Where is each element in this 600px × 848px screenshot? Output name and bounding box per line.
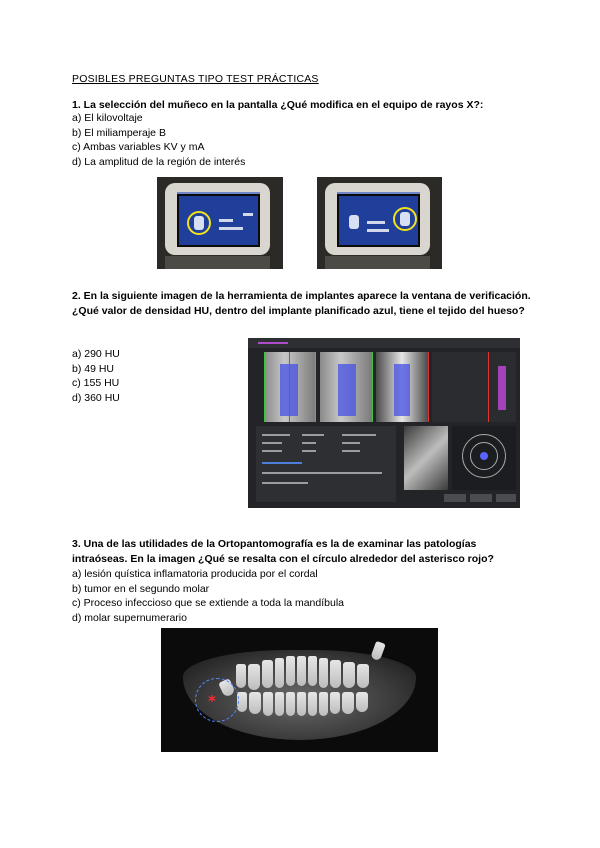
option-2c: c) 155 HU: [72, 377, 120, 389]
xray-device-photo-left: [157, 177, 283, 269]
panoramic-xray: [161, 628, 438, 752]
option-3a: a) lesión quística inflamatoria producida por el cordal: [72, 568, 318, 580]
page-title: POSIBLES PREGUNTAS TIPO TEST PRÁCTICAS: [72, 73, 319, 85]
question-1-options: [72, 111, 245, 169]
option-2d: d) 360 HU: [72, 391, 120, 404]
option-1a: a) El kilovoltaje: [72, 112, 143, 124]
xray-device-photo-right: [317, 177, 442, 269]
question-2-options: [72, 347, 120, 405]
question-1-text: 1. La selección del muñeco en la pantalla ¿Qué modifica en el equipo de rayos X?:: [72, 99, 484, 111]
option-2b: b) 49 HU: [72, 362, 115, 375]
implant-software-screenshot: [248, 338, 520, 508]
option-1d: d) La amplitud de la región de interés: [72, 155, 246, 168]
question-3-text: 3. Una de las utilidades de la Ortopantomografía es la de examinar las patologías intraóseas. En la imagen ¿Qué se resalta con el círculo alrededor del asterisco rojo?: [72, 538, 494, 565]
option-3d: d) molar supernumerario: [72, 611, 187, 624]
question-2-text: 2. En la siguiente imagen de la herramienta de implantes aparece la ventana de verificación. ¿Qué valor de densidad HU, dentro del implante planificado azul, tiene el tejido del hueso?: [72, 290, 531, 317]
lesion-highlight-circle: [195, 678, 239, 722]
option-2a: a) 290 HU: [72, 348, 120, 360]
question-3-options: [72, 567, 344, 625]
option-1b: b) El miliamperaje B: [72, 126, 166, 139]
asterisk-marker: *: [208, 692, 216, 710]
option-3c: c) Proceso infeccioso que se extiende a toda la mandíbula: [72, 597, 345, 609]
option-3b: b) tumor en el segundo molar: [72, 582, 210, 595]
option-1c: c) Ambas variables KV y mA: [72, 141, 205, 153]
